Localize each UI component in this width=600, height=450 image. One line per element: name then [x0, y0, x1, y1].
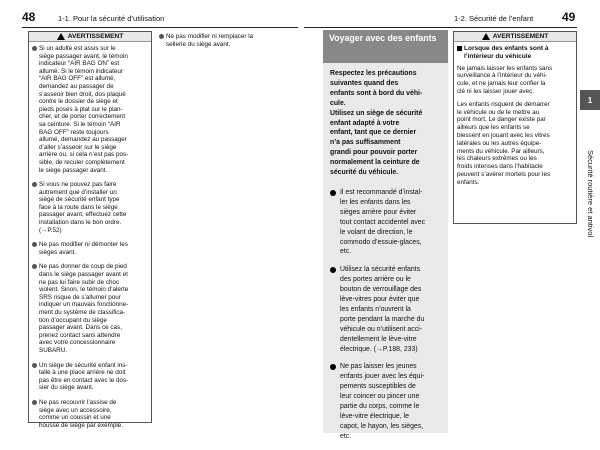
right-warning-box [453, 31, 577, 224]
section-bullet [330, 265, 442, 354]
left-warning-label: AVERTISSEMENT [67, 33, 124, 40]
left-warning-box [28, 31, 152, 429]
bullet-icon [32, 363, 37, 368]
square-bullet-icon [457, 46, 462, 51]
right-warning-subtitle-text: Lorsque des enfants sont à l’intérieur du véhicule [464, 45, 549, 60]
section-bullet-text: Ne pas laisser les jeunes enfants jouer avec les équi- pements susceptibles de leur coincer ou pincer une partie du corps, comme le lève-vitre électrique, le capot, le hayon, les sièges, etc. [340, 363, 425, 440]
warning-triangle-icon [482, 33, 490, 40]
left-warning-item [32, 263, 149, 354]
section-body [323, 63, 448, 440]
bullet-icon [32, 400, 37, 405]
section-title: Voyager avec des enfants [323, 30, 448, 63]
section-intro: Respectez les précautions suivantes quand des enfants sont à bord du véhi- cule. Utilisez un siège de sécurité enfant adapté à votre enfant, tant que ce dernier n’a pas suffisamment grandi pour pouvoir porter normalement la ceinture de sécurité du véhicule. [330, 70, 423, 177]
left-header-rule [22, 27, 298, 28]
section-bullet [330, 188, 442, 257]
left-warning-item-text: Un siège de sécurité enfant ins- tallé à une place arrière ne doit pas être en contact avec le dos- sier du siège avant. [39, 361, 129, 392]
right-warning-subtitle [457, 45, 572, 61]
left-warning-item-text: Si un adulte est assis sur le siège passager avant, le témoin indicateur “AIR BAG ON” est allumé. Si le témoin indicateur “AIR BAG OFF” est allumé, demandez au passager de s’asseoir bien droit, dos plaqué contre le dossier de siège et pieds posés à plat sur le plan- cher, et de porter correctement sa ceinture. Si le témoin “AIR BAG OFF” reste toujours allumé, demandez au passager d’aller s’asseoir sur le siège arrière ou, si cela n’est pas pos- sible, de reculer complètement le siège passager avant. [39, 45, 129, 174]
left-warning-item-text: Ne pas recouvrir l’assise de siège avec un accessoire, comme un coussin et une housse de siège par exemple. [39, 398, 124, 429]
bullet-icon [32, 264, 37, 269]
right-warning-paragraph: Ne jamais laisser les enfants sans surveillance à l’intérieur du véhi- cule, et ne jamais leur confier la clé ni les laisser jouer avec. [457, 64, 553, 95]
bullet-icon [330, 364, 336, 370]
left-warning-item [32, 181, 149, 234]
bullet-icon [330, 267, 336, 273]
left-warning-item-text: Ne pas modifier ni remplacer la sellerie du siège avant. [166, 33, 254, 48]
bullet-icon [330, 190, 336, 196]
warning-triangle-icon [57, 33, 65, 40]
section-bullet [330, 362, 442, 441]
left-warning-item [32, 45, 149, 174]
bullet-icon [32, 242, 37, 247]
left-warning-item-text: Si vous ne pouvez pas faire autrement que d’installer un siège de sécurité enfant type face à la route dans le siège passager avant, effectuez cette installation dans le bon ordre. (→P.52) [39, 181, 127, 234]
section-bullet-text: Il est recommandé d’instal- ler les enfants dans les sièges arrière pour éviter tout contact accidentel avec le volant de direction, le commodo d’essuie-glaces, etc. [340, 188, 426, 256]
left-warning-item-text: Ne pas donner de coup de pied dans le siège passager avant et ne pas lui faire subir de choc violent. Sinon, le témoin d’alerte SRS risque de s’allumer pour indiquer un mauvais fonctionne- ment du système de classifica- tion d’occupant du siège passager avant. Dans ce cas, prenez contact sans attendre avec votre concessionnaire SUBARU. [39, 263, 129, 354]
left-page-header: 1-1. Pour la sécurité d’utilisation [58, 14, 165, 23]
left-warning-header [29, 32, 151, 42]
left-warning-item [32, 399, 149, 429]
left-page-number: 48 [22, 10, 36, 24]
left-warning-item [32, 362, 149, 392]
section-bullet-text: Utilisez la sécurité enfants des portes arrière ou le bouton de verrouillage des lève-vitres pour éviter que les enfants n’ouvrent la porte pendant la marche du véhicule ou n’utilisent acci- dentellement le lève-vitre électrique. (→P.188, 233) [340, 266, 425, 353]
right-warning-header [454, 32, 576, 42]
left-warning-item [32, 241, 149, 256]
right-warning-paragraph: Les enfants risquent de démarrer le véhicule ou de le mettre au point mort. Le danger existe par ailleurs que les enfants se blessent en jouant avec les vitres latérales ou les autres équipe- ments du véhicule. Par ailleurs, les chaleurs extrêmes ou les froids intenses dans l’habitacle peuvent s’avérer mortels pour les enfants. [457, 100, 551, 186]
left-warning-item-text: Ne pas modifier ni démonter les sièges avant. [39, 241, 128, 256]
right-warning-label: AVERTISSEMENT [492, 33, 549, 40]
bullet-icon [32, 46, 37, 51]
right-header-rule [304, 27, 577, 28]
left-warning-continuation [157, 31, 277, 50]
bullet-icon [159, 34, 164, 39]
chapter-tab: 1 [580, 90, 600, 110]
right-page-number: 49 [562, 10, 576, 24]
right-page-header: 1-2. Sécurité de l’enfant [454, 14, 534, 23]
bullet-icon [32, 182, 37, 187]
left-warning-item [159, 33, 275, 48]
chapter-tab-label: Sécurité routière et antivol [586, 150, 595, 238]
